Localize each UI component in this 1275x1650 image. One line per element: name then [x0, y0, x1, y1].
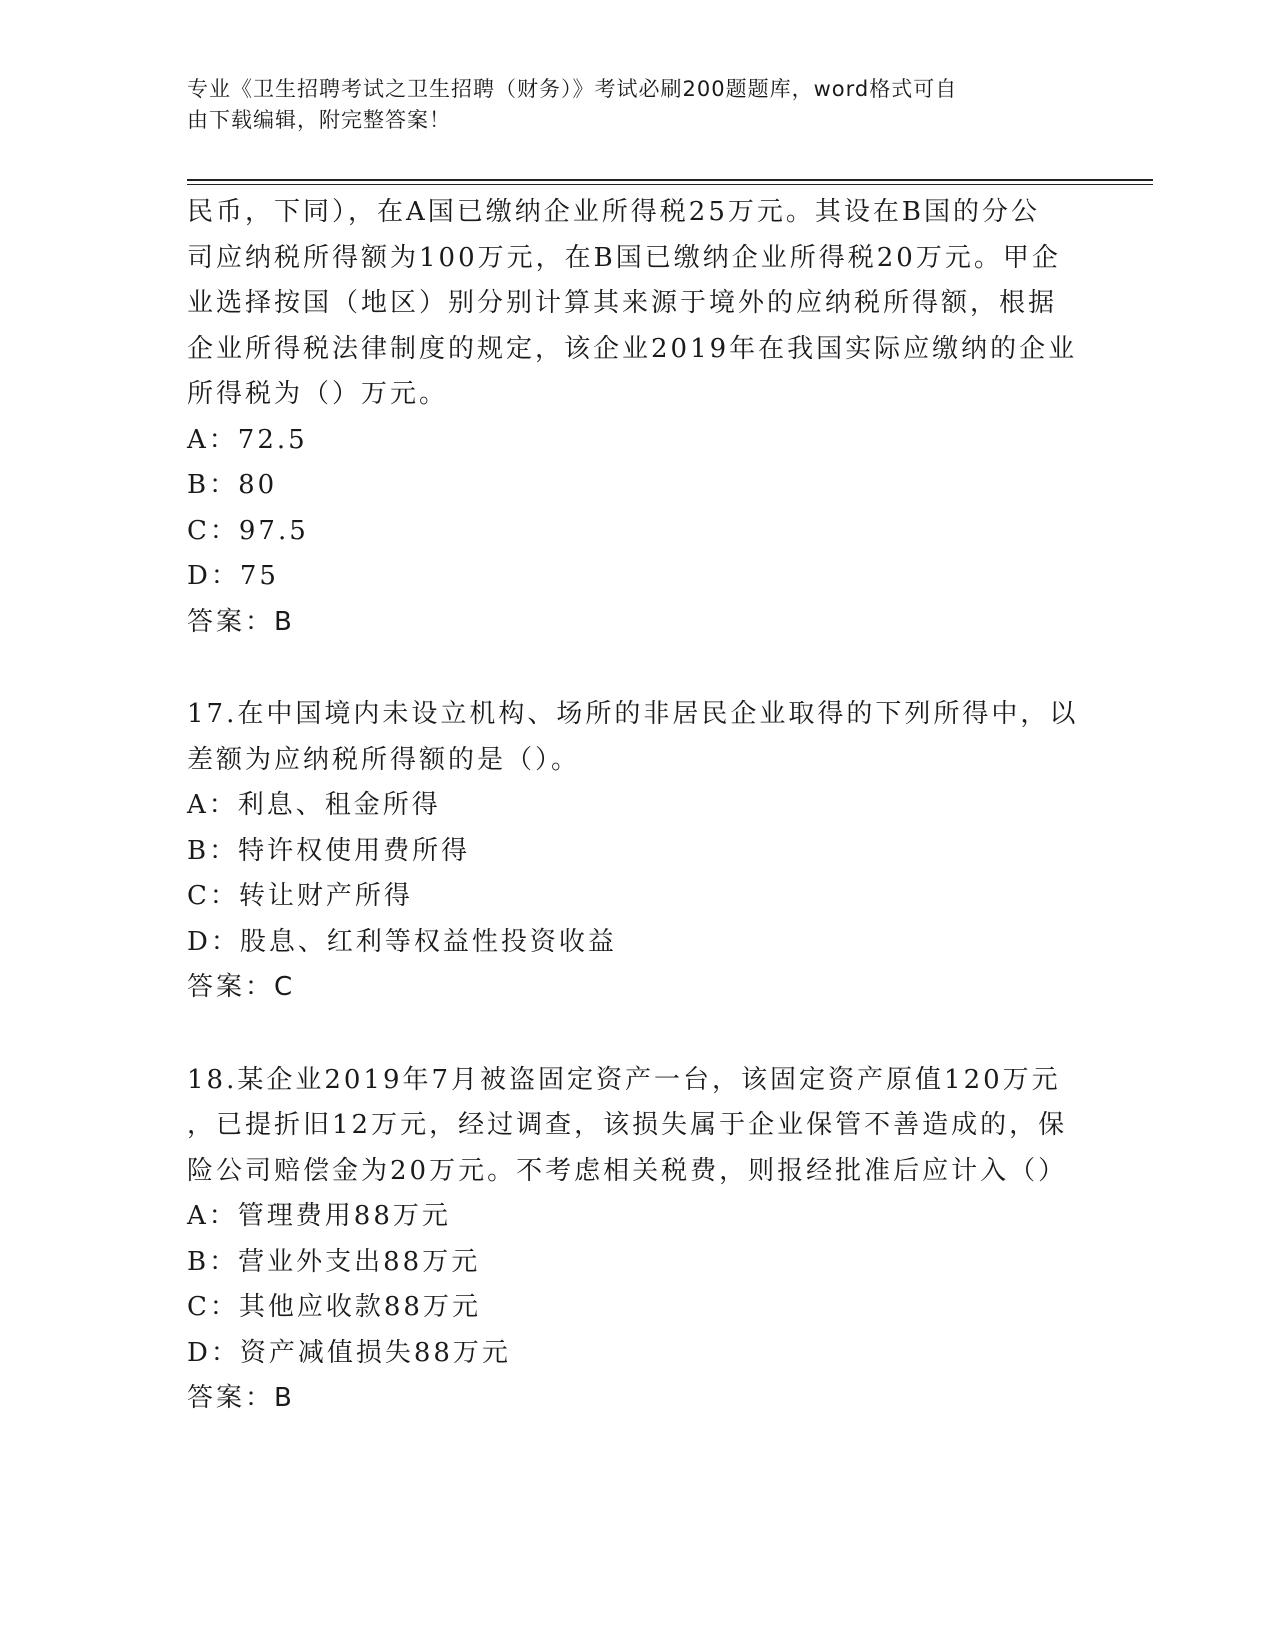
question-stem-line: ，已提折旧12万元，经过调查，该损失属于企业保管不善造成的，保 [187, 1110, 1068, 1140]
question-stem-line: 企业所得税法律制度的规定，该企业2019年在我国实际应缴纳的企业 [187, 333, 1078, 364]
question-stem-line: 18.某企业2019年7月被盗固定资产一台，该固定资产原值120万元 [187, 1064, 1061, 1095]
question-stem-line: 民币，下同），在A国已缴纳企业所得税25万元。其设在B国的分公 [187, 197, 1040, 227]
question-16 [187, 190, 1078, 645]
question-stem-line: 司应纳税所得额为100万元，在B国已缴纳企业所得税20万元。甲企 [187, 242, 1061, 273]
option-b: B：特许权使用费所得 [187, 835, 471, 866]
option-a: A：72.5 [187, 424, 308, 455]
header-divider-thick [187, 179, 1153, 181]
option-d: D：75 [187, 561, 279, 591]
spacer [187, 645, 1067, 692]
option-d: D：资产减值损失88万元 [187, 1337, 511, 1368]
option-d: D：股息、红利等权益性投资收益 [187, 926, 617, 957]
question-stem-line: 差额为应纳税所得额的是（）。 [187, 744, 581, 775]
spacer [187, 1011, 1067, 1058]
option-c: C：转让财产所得 [187, 881, 413, 911]
answer: 答案：C [187, 972, 296, 1002]
question-18 [187, 1058, 1067, 1422]
question-stem-line: 险公司赔偿金为20万元。不考虑相关税费，则报经批准后应计入（） [187, 1155, 1068, 1186]
option-a: A：利息、租金所得 [187, 790, 441, 820]
option-b: B：营业外支出88万元 [187, 1246, 481, 1277]
header-line-1: 专业《卫生招聘考试之卫生招聘（财务）》考试必刷200题题库，word格式可自 [187, 77, 958, 101]
question-stem-line: 所得税为（）万元。 [187, 379, 449, 409]
document-header [187, 74, 1087, 136]
question-content [187, 190, 1079, 1422]
question-17 [187, 692, 1079, 1011]
question-stem-line: 业选择按国（地区）别分别计算其来源于境外的应纳税所得额，根据 [187, 288, 1058, 318]
option-c: C：其他应收款88万元 [187, 1292, 481, 1322]
option-b: B：80 [187, 470, 278, 500]
header-divider-thin [187, 184, 1153, 185]
header-line-2: 由下载编辑，附完整答案！ [187, 108, 451, 132]
option-a: A：管理费用88万元 [187, 1201, 451, 1231]
option-c: C：97.5 [187, 515, 309, 546]
answer: 答案：B [187, 606, 295, 637]
answer: 答案：B [187, 1383, 295, 1413]
question-stem-line: 17.在中国境内未设立机构、场所的非居民企业取得的下列所得中，以 [187, 699, 1079, 729]
